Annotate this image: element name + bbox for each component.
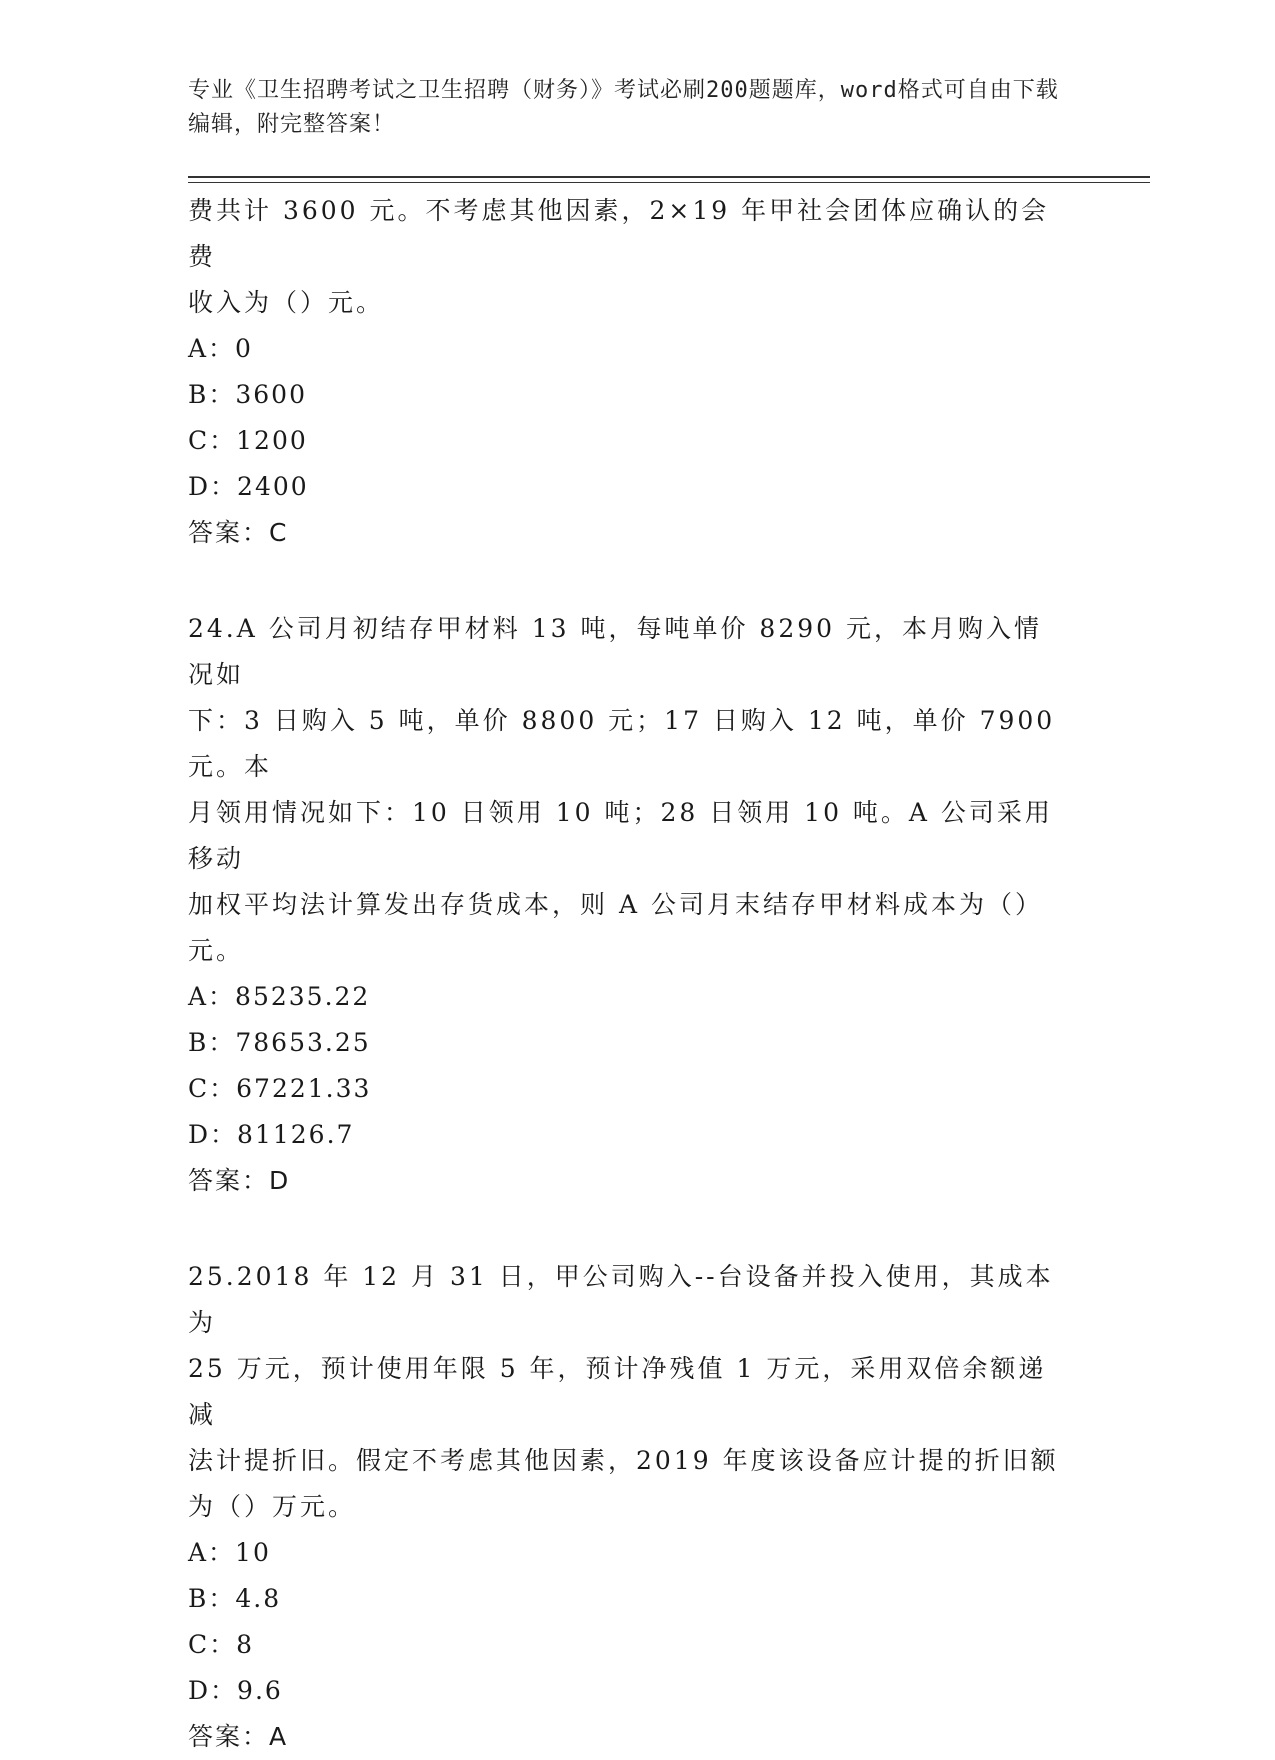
- option-c: C：67221.33: [188, 1074, 372, 1103]
- option-d: D：9.6: [188, 1676, 283, 1705]
- option-a: A：0: [188, 334, 253, 363]
- question-block: [188, 188, 1068, 556]
- answer-line: 答案：C: [188, 518, 289, 547]
- option-b: B：4.8: [188, 1584, 282, 1613]
- option-d: D：2400: [188, 472, 309, 501]
- question-block: [188, 1254, 1068, 1760]
- question-stem-line: 下：3 日购入 5 吨，单价 8800 元；17 日购入 12 吨，单价 7900 元。本: [188, 706, 1056, 781]
- question-stem-line: 月领用情况如下：10 日领用 10 吨；28 日领用 10 吨。A 公司采用移动: [188, 798, 1053, 873]
- question-stem-line: 24.A 公司月初结存甲材料 13 吨，每吨单价 8290 元，本月购入情况如: [188, 614, 1042, 689]
- option-c: C：1200: [188, 426, 308, 455]
- question-block: [188, 606, 1068, 1204]
- document-body: [188, 188, 1068, 1760]
- header-divider-thick: [188, 176, 1150, 178]
- question-stem-line: 25.2018 年 12 月 31 日，甲公司购入--台设备并投入使用，其成本为: [188, 1262, 1054, 1337]
- answer-line: 答案：A: [188, 1722, 289, 1751]
- page-header: 专业《卫生招聘考试之卫生招聘（财务）》考试必刷200题题库，word格式可自由下载编辑，附完整答案！: [188, 78, 1059, 137]
- question-stem-line: 25 万元，预计使用年限 5 年，预计净残值 1 万元，采用双倍余额递减: [188, 1354, 1047, 1429]
- question-stem-line: 为（）万元。: [188, 1492, 357, 1521]
- question-stem-line: 费共计 3600 元。不考虑其他因素，2×19 年甲社会团体应确认的会费: [188, 196, 1050, 271]
- option-d: D：81126.7: [188, 1120, 355, 1149]
- question-stem-line: 元。: [188, 936, 245, 965]
- option-a: A：10: [188, 1538, 271, 1567]
- option-c: C：8: [188, 1630, 255, 1659]
- answer-line: 答案：D: [188, 1166, 291, 1195]
- question-stem-line: 加权平均法计算发出存货成本，则 A 公司月末结存甲材料成本为（）: [188, 890, 1043, 919]
- question-stem-line: 法计提折旧。假定不考虑其他因素，2019 年度该设备应计提的折旧额: [188, 1446, 1059, 1475]
- option-b: B：3600: [188, 380, 307, 409]
- header-divider-thin: [188, 182, 1150, 183]
- option-a: A：85235.22: [188, 982, 371, 1011]
- option-b: B：78653.25: [188, 1028, 371, 1057]
- question-stem-line: 收入为（）元。: [188, 288, 385, 317]
